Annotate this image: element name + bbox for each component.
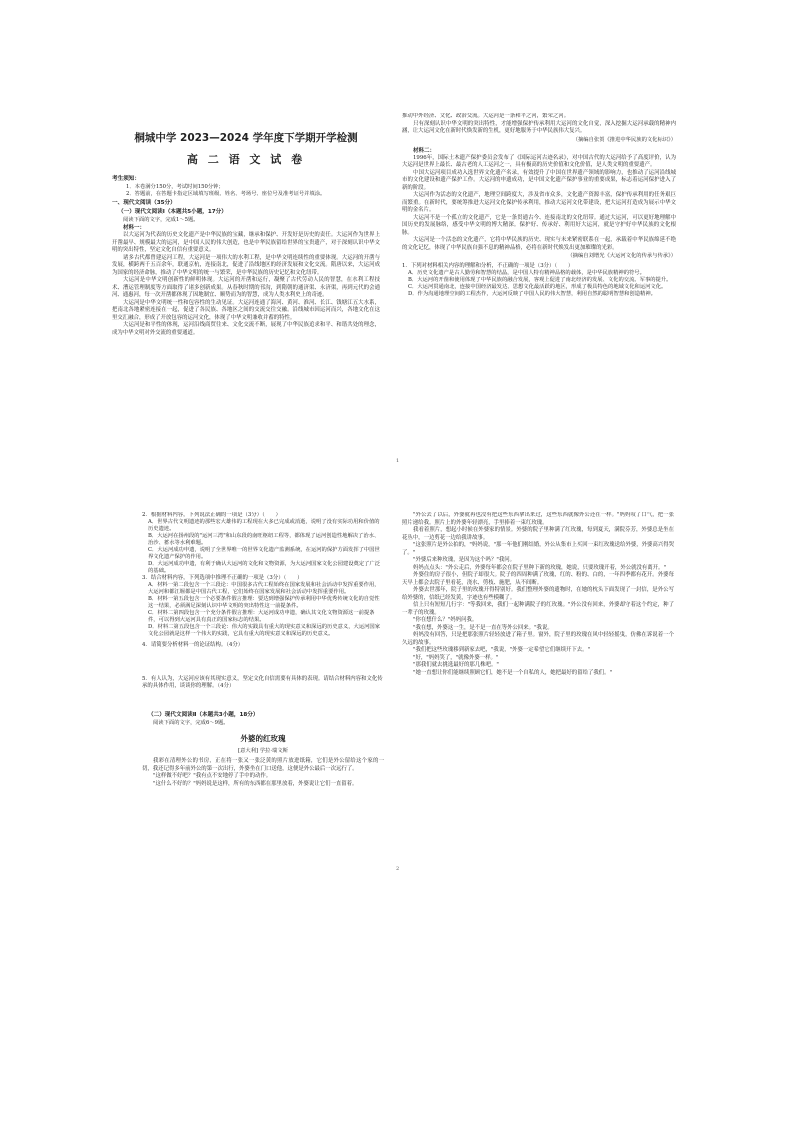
- story-paragraph: "她一直想让你们能继续照顾它们，她不是一个自私的人，她把最好的留给了我们。": [413, 669, 613, 676]
- story-paragraph: 我看着照片，想起小时候在外婆家的情景。外婆的院子里种满了红玫瑰，每到夏天，满院芬芳，外婆总是坐在花丛中，一边剪花一边给我讲故事。: [402, 527, 674, 541]
- page-number-2: 2: [396, 866, 400, 872]
- question-3-option-c: C．材料二第四段包含一个充分条件假言推理：大运河成功申遗，确认其文化文物资源这一前提条件，可以得到大运河具有真正的国家标志的结果。: [148, 610, 375, 624]
- question-1-option-d: D．作为沟通地理空间的工程杰作，大运河反映了中国人民的伟大智慧，利用自然的聪明智慧和创造精神。: [408, 291, 656, 298]
- exam-subtitle: 高 二 语 文 试 卷: [186, 153, 306, 166]
- story-paragraph: 外婆住的房子很小，但院子却很大。院子的四周种满了玫瑰，红的、粉的、白的，一年四季都有花开。外婆每天早上都会去院子里看花，浇水、剪枝、施肥，从不间断。: [402, 572, 674, 586]
- subsection-1-heading: （一）现代文阅读Ⅰ（本题共5小题，17分）: [118, 209, 227, 215]
- material-1-paragraph: 以大运河为代表的历史文化遗产是中华民族的宝藏，继承和保护、开发好是历史的责任。大运河作为世界上开凿最早、规模最大的运河，是中国人民的伟大创造，也是中华民族留给世界的宝贵遗产，对于深刻认识中华文明的突出特性，坚定文化自信有重要意义。: [112, 232, 380, 253]
- material-1-continued: 推动中外经济、文化、政治交流。大运河是一条和平之河，繁荣之河。: [402, 113, 570, 119]
- story-author: [意大利] 学拉·瑞文斯: [238, 748, 288, 755]
- answer-space: [142, 690, 384, 710]
- material-2-label: 材料二：: [413, 147, 436, 154]
- page2-left-column: [142, 512, 384, 864]
- material-2-paragraph: 1996年，国际土木遗产保护委员会发布了《国际运河古迹名录》，对中国古代的大运河给予了高度评价，认为大运河是世界上最长、最古老的人工运河之一，具有极高的历史价值和文化价值，是人类文明的重要遗产。: [402, 154, 676, 168]
- note-2: 2．答题前，在答题卡指定区域填写班级、姓名、考场号、座位号及准考证号并填涂。: [126, 191, 326, 197]
- question-1: 1．下列对材料相关内容的理解和分析，不正确的一项是（3分）（ ）: [402, 263, 574, 269]
- answer-space: [142, 650, 384, 676]
- question-2-option-c: C．大运河成功申遗，说明了全世界唯一的世界文化遗产监测系统，在运河的保护方面发挥了中国世界文化遗产保护的作用。: [148, 547, 380, 561]
- story-paragraph: "我在想，外婆这一生，是不是一直在等外公回来。"我说。: [413, 624, 553, 631]
- question-2-option-a: A．世界古代文明遗迹的那些宏大雄伟的工程现在大多已完成或消逝，说明了没有实际功用和价值的历史遗迹。: [148, 519, 380, 533]
- story-paragraph: "这张照片是外公拍的，"妈妈说，"那一年他们刚结婚，外公从集市上买回一束红玫瑰送给外婆，外婆高兴得哭了。": [402, 542, 674, 556]
- material-1-paragraph: 大运河是中华文明创新性的鲜明体现。大运河的开凿和运行，凝聚了古代劳动人民的智慧，在水利工程技术、漕运管理制度等方面取得了诸多创新成果。从春秋时期的邗沟，到隋朝的通济渠、永济渠，再到元代的会通河、通惠河，每一次开凿都体现了因地制宜、顺势而为的智慧，成为人类水利史上的奇迹。: [112, 277, 380, 298]
- note-1: 1．本卷满分150分，考试时间150分钟；: [126, 184, 224, 190]
- material-1-source: （摘编自张贺《推进中华民族的文化标识》）: [572, 136, 676, 143]
- subsection-2-heading: （二）现代文阅读Ⅱ（本题共3小题，18分）: [148, 712, 259, 719]
- section-1-heading: 一、现代文阅读（35分）: [112, 200, 176, 206]
- material-1-paragraph: 诸多古代都曾建运河工程，大运河是一项伟大的水利工程，是中华文明连续性的重要体现。大运河的开凿与发展，横跨两千五百余年，联通京杭，连接南北，促进了沿线地区的经济发展和文化交流。隋唐以来，大运河成为国家的经济命脉，推动了中华文明的统一与繁荣，是中华民族的历史记忆和文化纽带。: [112, 254, 380, 276]
- question-3-option-b: B．材料一第五段包含一个必要条件假言推理：要达到增强保护传承利用中华优秀传统文化的自觉性这一结果，必须满足深刻认识中华文明的突出特性这一前提条件。: [148, 596, 380, 610]
- material-1-label: 材料一：: [123, 225, 146, 231]
- story-paragraph: 我彩在清理外公的书房，正在将一张又一张泛黄的照片放进纸箱，它们是外公留给这个家的一切，我还记得多年前外公的第一次出行，外婆坐在门口送他，这便是外公最后一次远行了。: [142, 758, 384, 772]
- subsection-1-instruction: 阅读下面的文字，完成1～5题。: [123, 217, 199, 223]
- question-3: 3．结合材料内容，下列选项中推理不正确的一项是（3分）（ ）: [142, 575, 303, 582]
- page2-right-column: [402, 512, 674, 860]
- subsection-2-instruction: 阅读下面的文字，完成6～9题。: [153, 720, 229, 727]
- page1-left-column: [112, 130, 380, 455]
- exam-title: 桐城中学 2023—2024 学年度下学期开学检测: [134, 132, 358, 144]
- question-4: 4．请简要分析材料一的论证结构。（4分）: [142, 642, 244, 649]
- story-paragraph: "你在想什么？"妈妈问我。: [413, 617, 478, 623]
- question-2-option-d: D．大运河成功申遗，有利于确认大运河的文化和文物资源，为大运河国家文化公园建设奠定了广泛的基础。: [148, 561, 381, 575]
- question-3-option-a: A．材料一第二段包含一个三段论：中国很多古代工程始终在国家发展和社会活动中发挥重要作用，大运河和都江堰都是中国古代工程，它们始终在国家发展和社会活动中发挥重要作用。: [148, 582, 380, 596]
- question-1-option-c: C．大运河贯通南北，连接中国经济最发达、思想文化最活跃的地区，形成了极具特色的地域文化和运河文化。: [408, 284, 667, 291]
- story-paragraph: 妈妈没有回答，只是把那张照片轻轻放进了箱子里。窗外，院子里的玫瑰在风中轻轻摇曳，仿佛在诉说着一个久远的故事。: [402, 632, 674, 646]
- material-2-paragraph: 大运河是一个活态的文化遗产，它将中华民族的历史、现实与未来紧密联系在一起，承载着中华民族绵延不绝的文化记忆，体现了中华民族自强不息的精神品格，必将在新时代焕发出更加璀璨的光彩。: [402, 237, 676, 251]
- story-paragraph: "这样做不好吧？"我有点不安地停了手中的动作。: [153, 773, 272, 780]
- question-1-option-a: A．历史文化遗产是古人勤劳和智慧的结晶，是中国人特有精神品格的载体，是中华民族精神的符号。: [408, 270, 645, 277]
- story-paragraph: "那我们就去挑选最好的那几株吧。": [413, 662, 499, 668]
- story-paragraph: "这什么不好的？"妈妈说是这样，所有的东西都在那里放着，外婆说让它们一直留着。: [153, 780, 358, 787]
- question-5: 5．有人认为，大运河应该有其现实意义，坚定文化自信需要有具体的表现。请结合材料内容和文化传承的具体作用，谈谈你的理解。（4分）: [142, 675, 383, 689]
- page-number-1: 1: [396, 458, 400, 464]
- story-title: 外婆的红玫瑰: [240, 734, 286, 744]
- question-2-option-b: B．大运河在扬州段的"运河三湾"和山东段的南旺枢纽工程等，都体现了运河创造性地解决了治水、治沙、蓄水等水利难题。: [148, 533, 380, 547]
- story-paragraph: "我们把这些玫瑰移到新家去吧，"我说，"外婆一定希望它们继续开下去。": [413, 647, 591, 653]
- material-2-paragraph: 大运河不是一个孤立的文化遗产，它是一条贯通古今、连接南北的文化纽带。通过大运河，可以更好地理解中国历史的发展脉络，感受中华文明的博大精深。保护好、传承好、利用好大运河，就是守护好中华民族的文化根脉。: [402, 214, 676, 236]
- material-1-conclusion: 只有深刻认识中华文明的突出特性，才能增强保护传承利用大运河的文化自觉，深入挖掘大运河承载的精神内涵，让大运河文化在新时代焕发新的生机，更好地服务于中华民族伟大复兴。: [402, 120, 676, 134]
- story-paragraph: 妈妈点点头："外公走后，外婆每年都会在院子里种下新的玫瑰，她说，只要玫瑰开着，外公就没有离开。": [413, 564, 666, 571]
- page1-right-column: [402, 113, 676, 458]
- question-3-option-d: D．材料二第五段包含一个三段论：伟大的实践具有重大的现实意义和深远的历史意义，大运河国家文化公园就是这样一个伟大的实践，它具有重大的现实意义和深远的历史意义。: [148, 624, 381, 638]
- story-paragraph: "好，"妈妈笑了，"就像外婆一样。": [413, 654, 499, 661]
- question-1-option-b: B．大运河的开凿和使用体现了中华民族的融合发展，客观上促进了南北经济的发展、文化的交流、军事的提升。: [408, 277, 672, 284]
- story-paragraph: 外婆去世那年，院子里的玫瑰开得特别好。我们整理外婆的遗物时，在她的枕头下面发现了一封信，是外公写给外婆的，信纸已经发黄，字迹也有些模糊了。: [402, 587, 674, 601]
- material-1-paragraph: 大运河是和平性的体现，运河沿线商贸往来、文化交流不断，展现了中华民族追求和平、和谐共处的理念，成为中华文明对外交流的重要通道。: [112, 322, 380, 336]
- story-paragraph: "外公去了以后，外婆就再也没有把这些东西拿出来过，这些东西就像外公还在一样。"妈妈叹了口气，把一张照片递给我。照片上的外婆年轻漂亮，手里捧着一束红玫瑰。: [402, 512, 674, 526]
- material-2-source: （摘编自刘增光《大运河文化的传承与传承》）: [567, 253, 676, 259]
- question-2: 2．根据材料内容，下列说法正确的一项是（3分）（ ）: [142, 512, 281, 518]
- story-paragraph: 信上只有短短几行字："等我回来，我们一起种满院子的红玫瑰。"外公没有回来，外婆却守着这个约定，种了一辈子的玫瑰。: [402, 602, 674, 616]
- story-paragraph: "外婆后来种玫瑰，是因为这个吗？"我问。: [413, 557, 515, 563]
- notes-heading: 考生须知：: [112, 176, 140, 182]
- material-1-paragraph: 大运河是中华文明统一性和包容性的生动见证。大运河连通了海河、黄河、淮河、长江、钱塘江五大水系，把南北各地紧密连接在一起，促进了各民族、各地区之间的交流交往交融。沿线城市因运河而兴，各地文化在这里交汇融合，形成了开放包容的运河文化，体现了中华文明兼收并蓄的特性。: [112, 299, 380, 321]
- material-2-paragraph: 中国大运河项目成功入选世界文化遗产名录，有效提升了中国在世界遗产领域的影响力，也推动了运河沿线城市的文化建设和遗产保护工作。大运河的申遗成功，是中国文化遗产保护事业的重要成果，标志着运河保护进入了新的阶段。: [402, 169, 676, 191]
- material-2-paragraph: 大运河作为活态的文化遗产，地理空间跨度大，涉及省市众多，文化遗产资源丰富，保护传承利用的任务艰巨而繁重。在新时代，要统筹推进大运河文化保护传承利用，推动大运河文化带建设，把大运河打造成为展示中华文明的金名片。: [402, 192, 676, 213]
